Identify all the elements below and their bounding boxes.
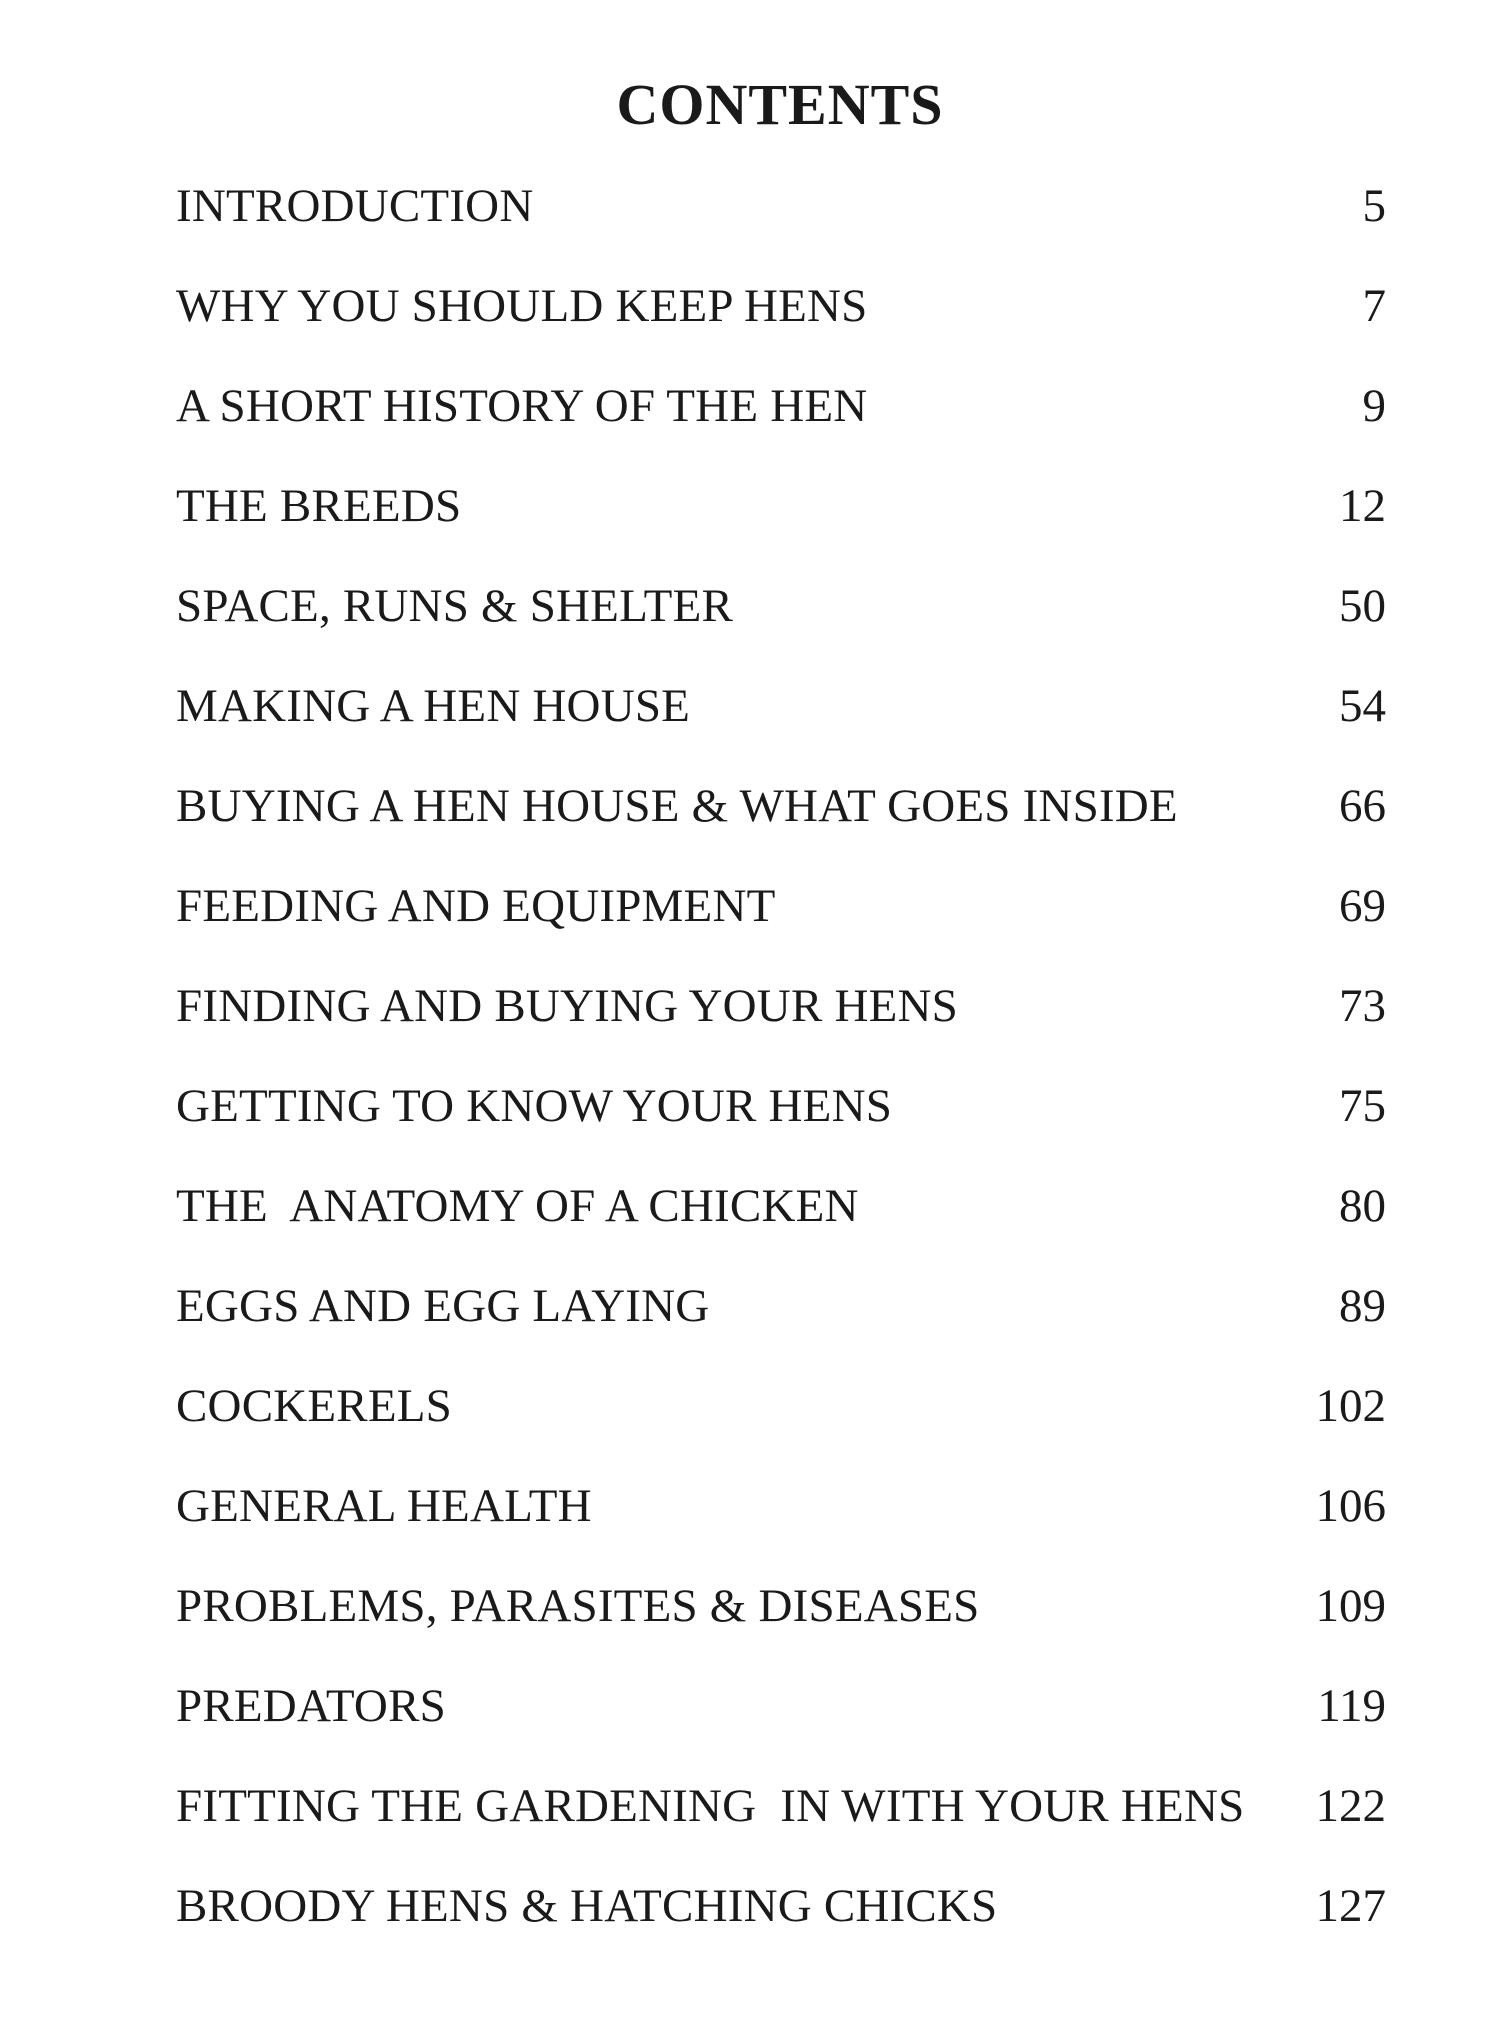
toc-entry-title: A SHORT HISTORY OF THE HEN <box>176 380 868 432</box>
toc-entry-title: FINDING AND BUYING YOUR HENS <box>176 980 958 1032</box>
toc-entry <box>176 670 1386 770</box>
toc-entry-page: 127 <box>1315 1880 1386 1932</box>
toc-entry-page: 7 <box>1362 280 1386 332</box>
toc-entry <box>176 1770 1386 1870</box>
toc-entry-title: BUYING A HEN HOUSE & WHAT GOES INSIDE <box>176 780 1178 832</box>
toc-entry-title: MAKING A HEN HOUSE <box>176 680 691 732</box>
toc-entry-page: 9 <box>1362 380 1386 432</box>
toc-entry-page: 102 <box>1315 1380 1386 1432</box>
toc-entry <box>176 170 1386 270</box>
toc-entry-page: 5 <box>1362 180 1386 232</box>
toc-entry-page: 75 <box>1339 1080 1386 1132</box>
toc-entry-page: 12 <box>1339 480 1386 532</box>
toc-entry-page: 69 <box>1339 880 1386 932</box>
toc-entry <box>176 1570 1386 1670</box>
toc-entry <box>176 1470 1386 1570</box>
toc-entry-title: GENERAL HEALTH <box>176 1480 592 1532</box>
toc-entry <box>176 1070 1386 1170</box>
toc-entry-title: GETTING TO KNOW YOUR HENS <box>176 1080 893 1132</box>
toc-entry-page: 89 <box>1339 1280 1386 1332</box>
toc-entry <box>176 1370 1386 1470</box>
toc-entry <box>176 1870 1386 1970</box>
toc-entry-title: SPACE, RUNS & SHELTER <box>176 580 734 632</box>
toc-entry-page: 50 <box>1339 580 1386 632</box>
toc-entry <box>176 570 1386 670</box>
toc-entry <box>176 1170 1386 1270</box>
page-title: CONTENTS <box>616 72 944 137</box>
toc-entry <box>176 770 1386 870</box>
toc-entry-title: EGGS AND EGG LAYING <box>176 1280 710 1332</box>
toc-entry-page: 73 <box>1339 980 1386 1032</box>
toc-entry-page: 54 <box>1339 680 1386 732</box>
toc-entry <box>176 370 1386 470</box>
toc-entry-page: 106 <box>1315 1480 1386 1532</box>
toc-entry-title: PREDATORS <box>176 1680 446 1732</box>
toc-entry-title: INTRODUCTION <box>176 180 534 232</box>
toc-entry-title: FITTING THE GARDENING IN WITH YOUR HENS <box>176 1780 1245 1832</box>
toc-entry-title: THE ANATOMY OF A CHICKEN <box>176 1180 859 1232</box>
toc-entry-title: THE BREEDS <box>176 480 462 532</box>
toc-entry-page: 119 <box>1317 1680 1386 1732</box>
toc-entry <box>176 1670 1386 1770</box>
toc-entry <box>176 270 1386 370</box>
toc-entry-page: 122 <box>1315 1780 1386 1832</box>
toc-entry <box>176 970 1386 1070</box>
table-of-contents <box>176 170 1386 1970</box>
toc-entry <box>176 1270 1386 1370</box>
toc-entry-page: 66 <box>1339 780 1386 832</box>
toc-entry-title: FEEDING AND EQUIPMENT <box>176 880 776 932</box>
toc-entry-page: 80 <box>1339 1180 1386 1232</box>
toc-entry-title: COCKERELS <box>176 1380 452 1432</box>
toc-entry-title: WHY YOU SHOULD KEEP HENS <box>176 280 868 332</box>
toc-entry-page: 109 <box>1315 1580 1386 1632</box>
toc-entry-title: BROODY HENS & HATCHING CHICKS <box>176 1880 998 1932</box>
toc-entry <box>176 470 1386 570</box>
toc-entry-title: PROBLEMS, PARASITES & DISEASES <box>176 1580 980 1632</box>
toc-entry <box>176 870 1386 970</box>
